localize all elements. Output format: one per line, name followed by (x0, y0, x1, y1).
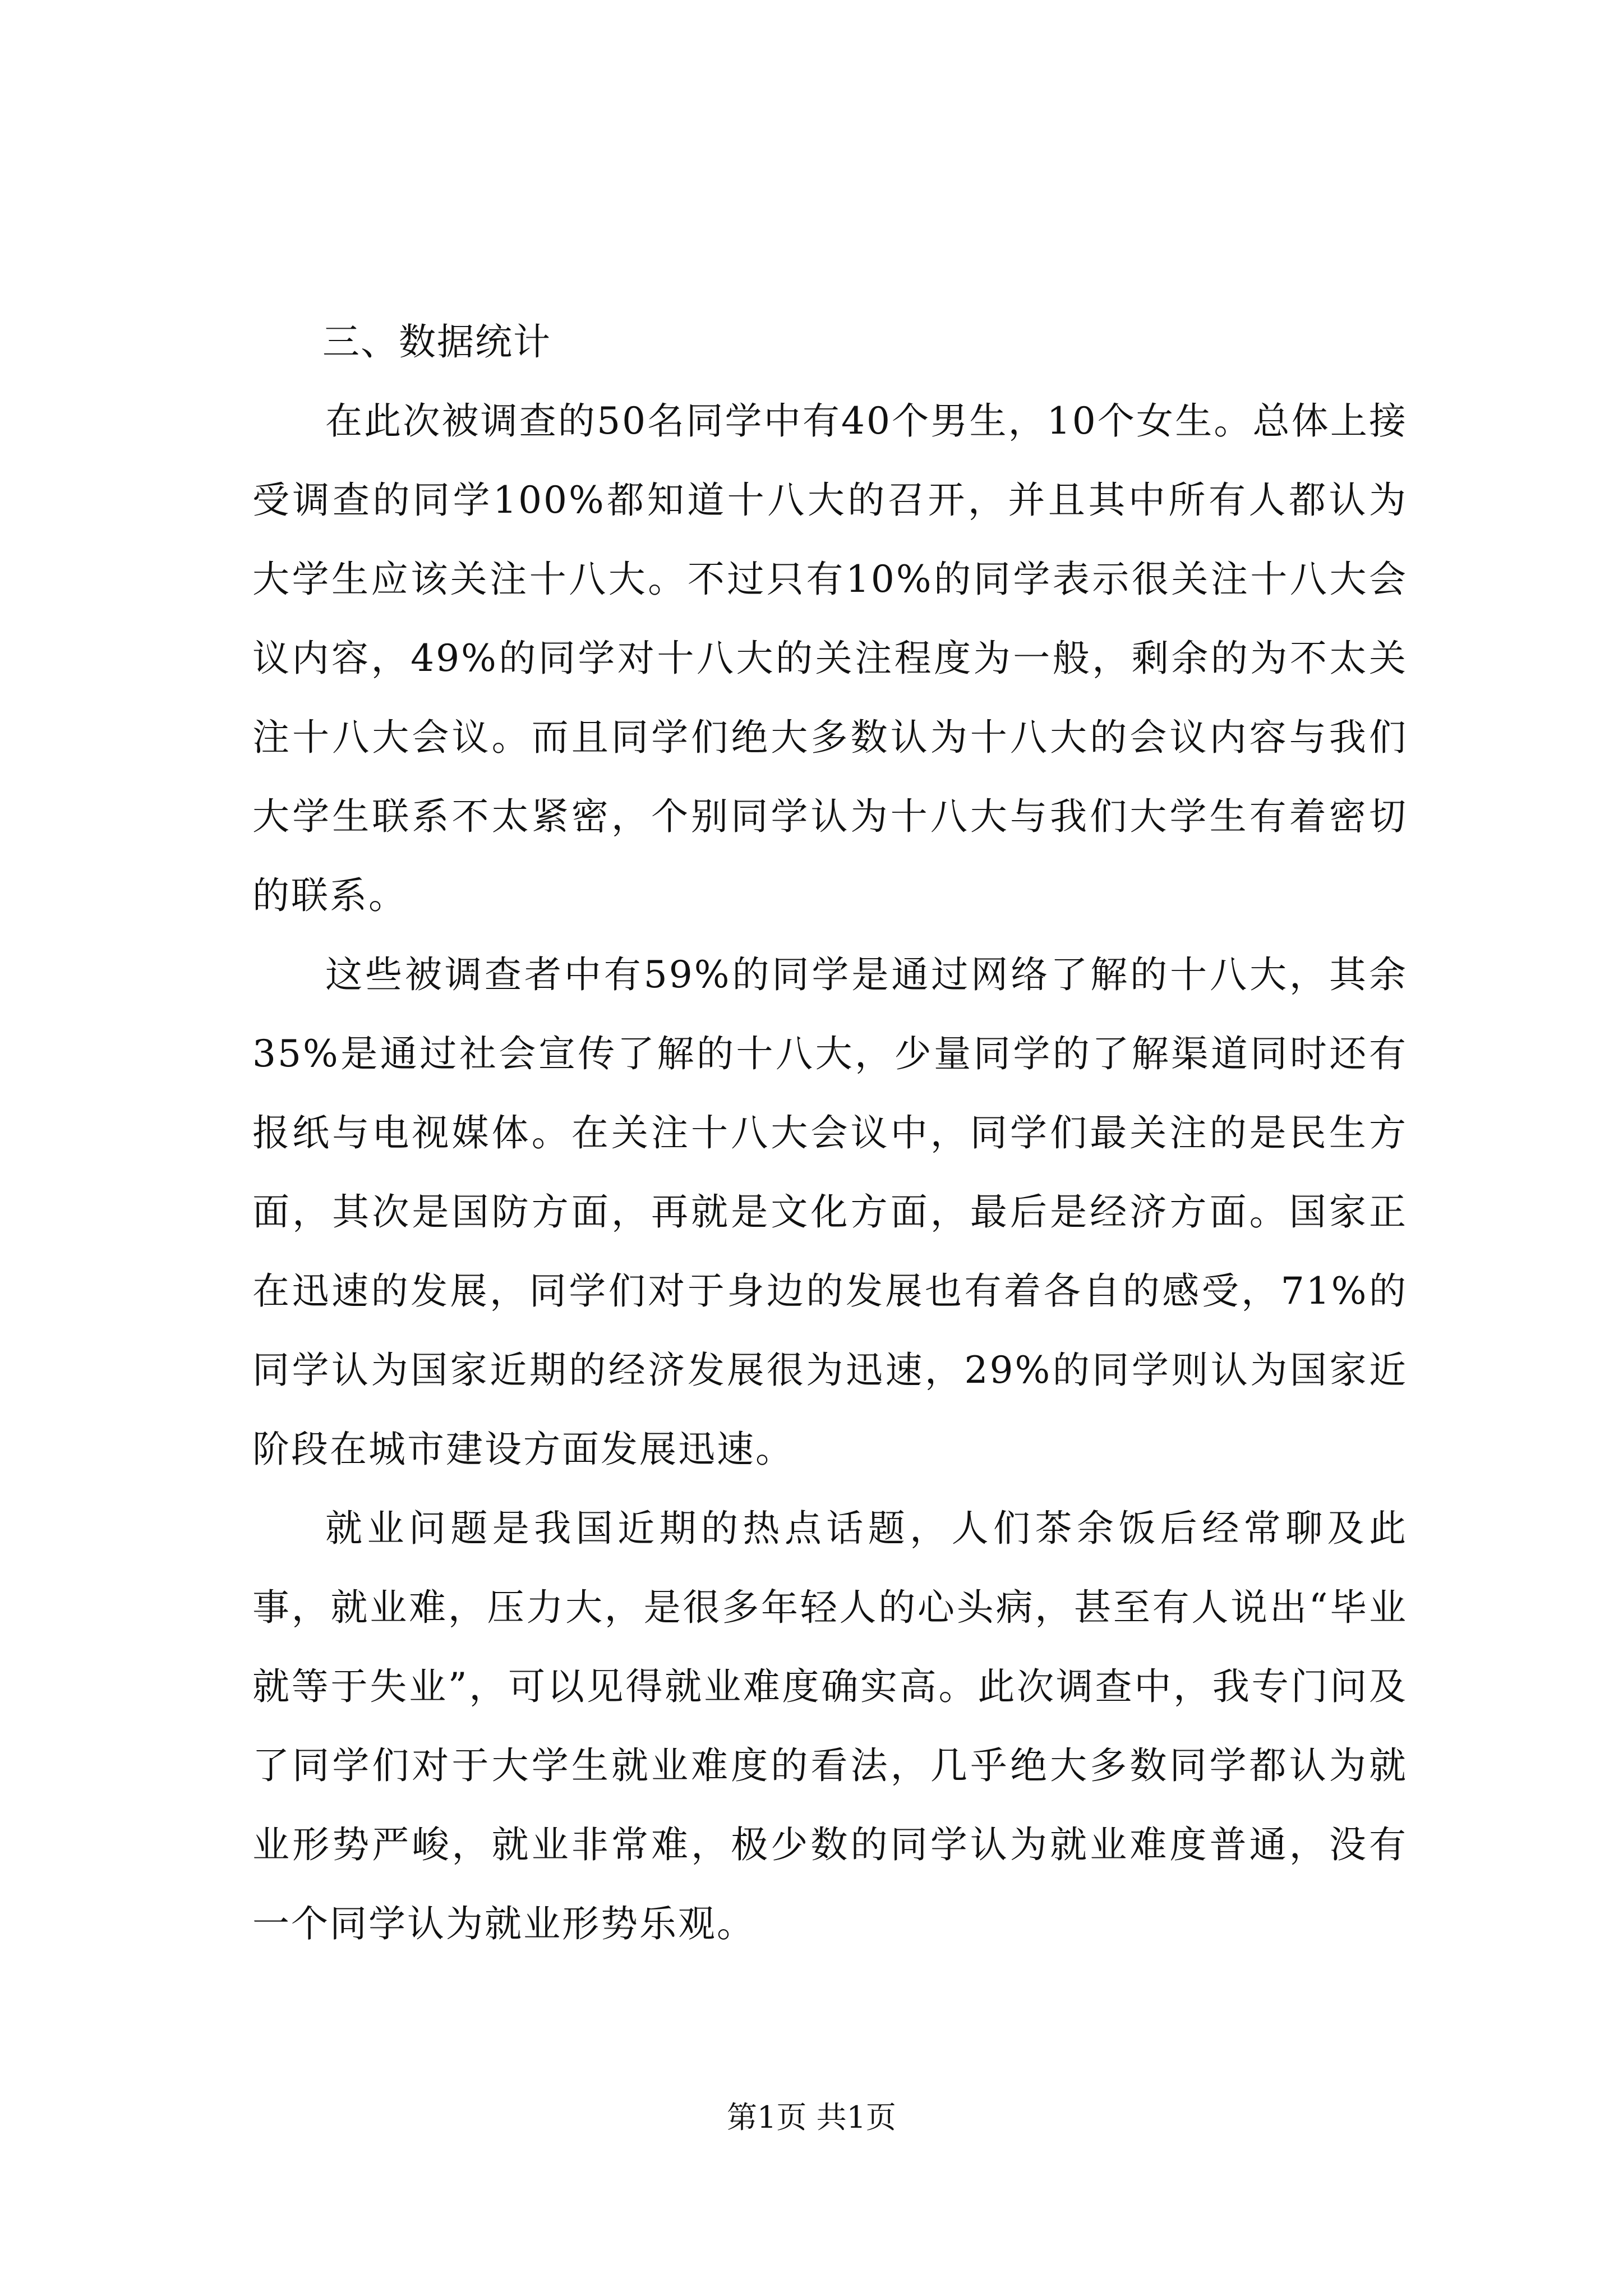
paragraph-2: 这些被调查者中有59%的同学是通过网络了解的十八大，其余35%是通过社会宣传了解的十八大，少量同学的了解渠道同时还有报纸与电视媒体。在关注十八大会议中，同学们最关注的是民生方面，其次是国防方面，再就是文化方面，最后是经济方面。国家正在迅速的发展，同学们对于身边的发展也有着各自的感受，71%的同学认为国家近期的经济发展很为迅速，29%的同学则认为国家近阶段在城市建设方面发展迅速。 (252, 953, 1408, 1471)
paragraph-3: 就业问题是我国近期的热点话题，人们茶余饭后经常聊及此事，就业难，压力大，是很多年轻人的心头病，甚至有人说出“毕业就等于失业”，可以见得就业难度确实高。此次调查中，我专门问及了同学们对于大学生就业难度的看法，几乎绝大多数同学都认为就业形势严峻，就业非常难，极少数的同学认为就业难度普通，没有一个同学认为就业形势乐观。 (252, 1507, 1408, 1945)
section-heading: 三、数据统计 (322, 320, 551, 364)
page-footer: 第1页 共1页 (727, 2100, 896, 2135)
document-body (252, 303, 1408, 1963)
paragraph-1: 在此次被调查的50名同学中有40个男生，10个女生。总体上接受调查的同学100%都知道十八大的召开，并且其中所有人都认为大学生应该关注十八大。不过只有10%的同学表示很关注十八大会议内容，49%的同学对十八大的关注程度为一般，剩余的为不太关注十八大会议。而且同学们绝大多数认为十八大的会议内容与我们大学生联系不太紧密，个别同学认为十八大与我们大学生有着密切的联系。 (252, 399, 1408, 917)
